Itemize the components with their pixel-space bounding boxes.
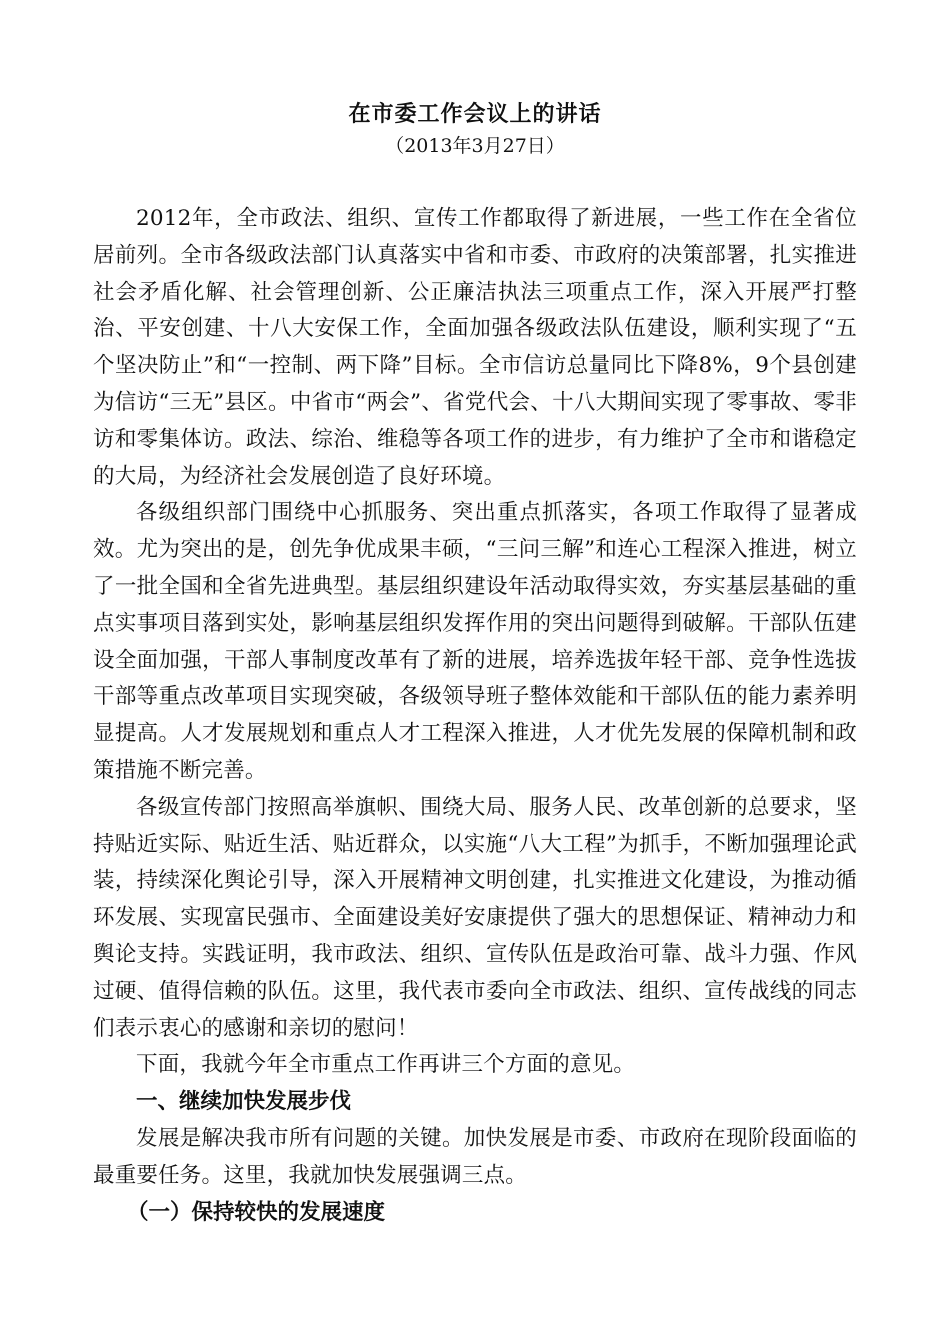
paragraph-transition: 下面，我就今年全市重点工作再讲三个方面的意见。 — [136, 1052, 636, 1078]
speech-date: （2013年3月27日） — [385, 135, 565, 157]
paragraph-publicity: 各级宣传部门按照高举旗帜、围绕大局、服务人民、改革创新的总要求，坚持贴近实际、贴近生活、贴近群众，以实施“八大工程”为抓手，不断加强理论武装，持续深化舆论引导，深入开展精神文明创建，扎实推进文化建设，为推动循环发展、实现富民强市、全面建设美好安康提供了强大的思想保证、精神动力和舆论支持。实践证明，我市政法、组织、宣传队伍是政治可靠、战斗力强、作风过硬、值得信赖的队伍。这里，我代表市委向全市政法、组织、宣传战线的同志们表示衷心的感谢和亲切的慰问！ — [93, 794, 857, 1041]
paragraph-political-legal: 2012年，全市政法、组织、宣传工作都取得了新进展，一些工作在全省位居前列。全市各级政法部门认真落实中省和市委、市政府的决策部署，扎实推进社会矛盾化解、社会管理创新、公正廉洁执法三项重点工作，深入开展严打整治、平安创建、十八大安保工作，全面加强各级政法队伍建设，顺利实现了“五个坚决防止”和“一控制、两下降”目标。全市信访总量同比下降8%，9个县创建为信访“三无”县区。中省市“两会”、省党代会、十八大期间实现了零事故、零非访和零集体访。政法、综治、维稳等各项工作的进步，有力维护了全市和谐稳定的大局，为经济社会发展创造了良好环境。 — [93, 206, 857, 489]
section-heading-1: 一、继续加快发展步伐 — [136, 1089, 352, 1115]
subsection-heading-1: （一）保持较快的发展速度 — [127, 1199, 386, 1225]
document-body — [93, 201, 857, 1231]
speech-title: 在市委工作会议上的讲话 — [348, 101, 602, 127]
paragraph-organization: 各级组织部门围绕中心抓服务、突出重点抓落实，各项工作取得了显著成效。尤为突出的是，创先争优成果丰硕，“三问三解”和连心工程深入推进，树立了一批全国和全省先进典型。基层组织建设年活动取得实效，夯实基层基础的重点实事项目落到实处，影响基层组织发挥作用的突出问题得到破解。干部队伍建设全面加强，干部人事制度改革有了新的进展，培养选拔年轻干部、竞争性选拔干部等重点改革项目实现突破，各级领导班子整体效能和干部队伍的能力素养明显提高。人才发展规划和重点人才工程深入推进，人才优先发展的保障机制和政策措施不断完善。 — [93, 500, 857, 783]
section-1-paragraph: 发展是解决我市所有问题的关键。加快发展是市委、市政府在现阶段面临的最重要任务。这里，我就加快发展强调三点。 — [93, 1125, 857, 1188]
